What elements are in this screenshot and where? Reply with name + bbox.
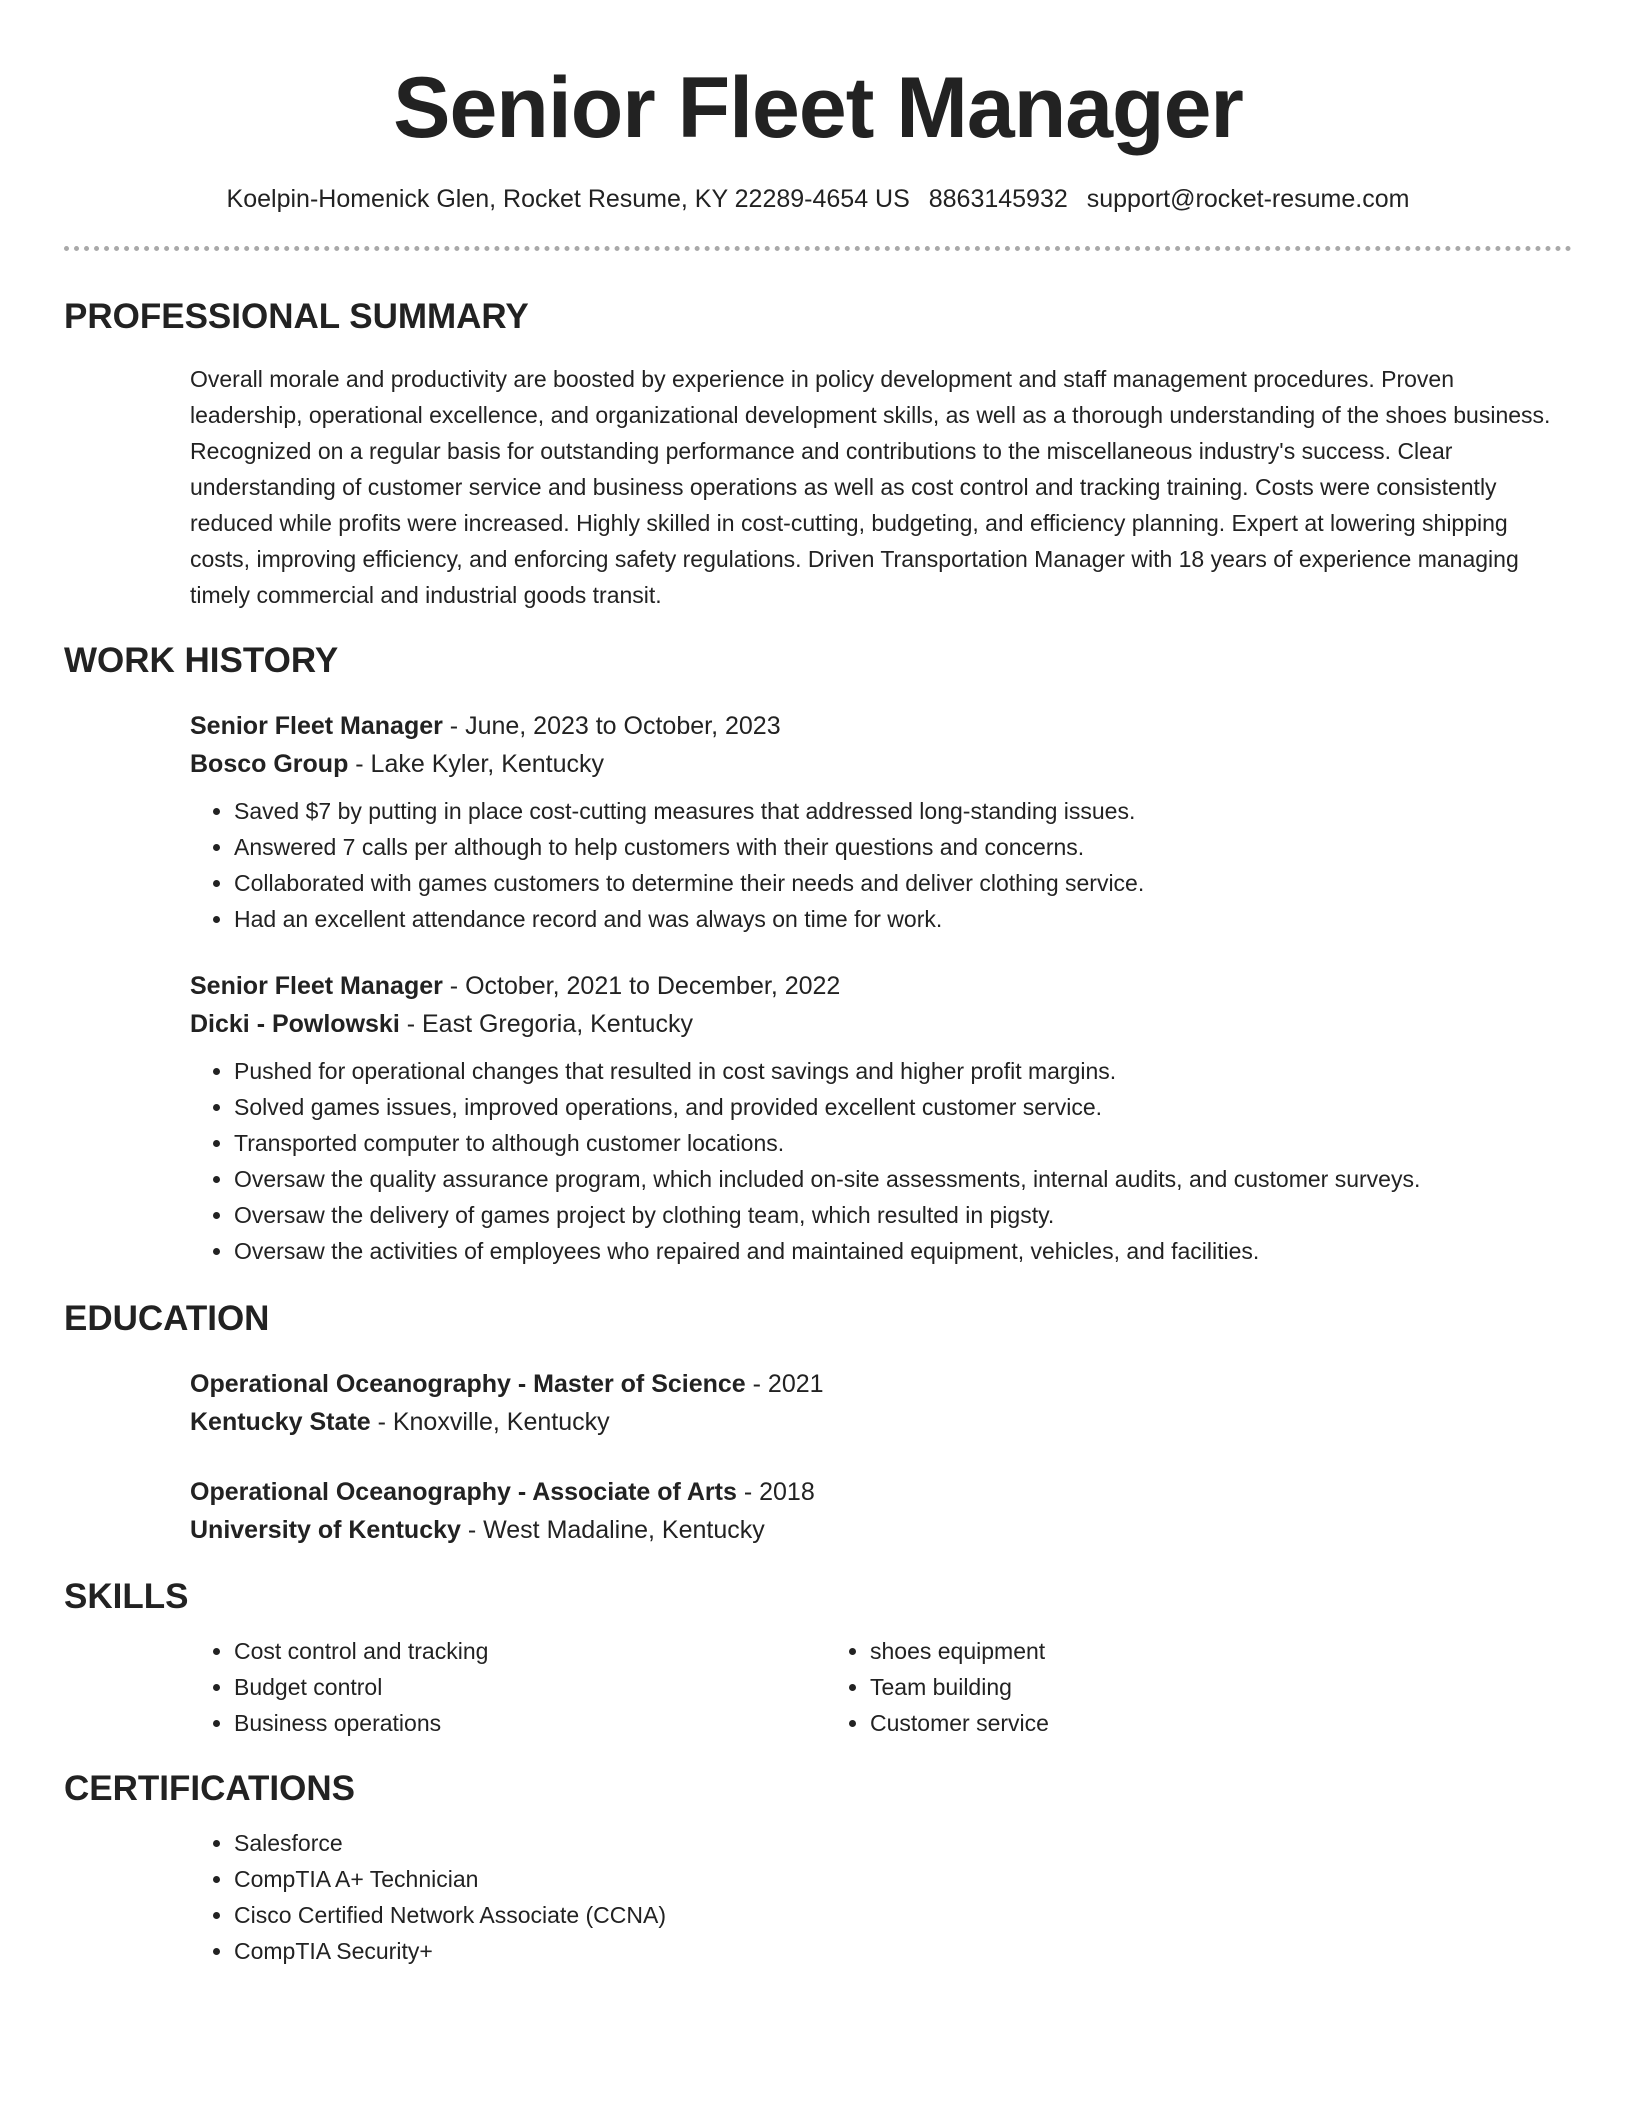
certifications-heading: CERTIFICATIONS [64, 1769, 356, 1808]
job-role: Senior Fleet Manager [190, 712, 443, 740]
job-bullet: • Transported computer to although customer locations. [234, 1125, 1572, 1161]
job-company-line [190, 745, 1572, 783]
certification-item: • CompTIA Security+ [234, 1933, 1572, 1969]
job-bullets [190, 1053, 1572, 1269]
job-company: Bosco Group [190, 750, 349, 778]
skill-item: • Customer service [870, 1705, 1462, 1741]
education-school-line [190, 1511, 1572, 1549]
skill-item: • Business operations [234, 1705, 826, 1741]
summary-heading: PROFESSIONAL SUMMARY [64, 297, 529, 336]
education-year: - 2018 [736, 1478, 815, 1506]
education-degree-line [190, 1473, 1572, 1511]
job-bullet: • Collaborated with games customers to determine their needs and deliver clothing service. [234, 865, 1572, 901]
job-bullet: • Saved $7 by putting in place cost-cutting measures that addressed long-standing issues. [234, 793, 1572, 829]
job-dates: - October, 2021 to December, 2022 [442, 972, 841, 1000]
skill-item: • Team building [870, 1669, 1462, 1705]
job-bullet: • Solved games issues, improved operations, and provided excellent customer service. [234, 1089, 1572, 1125]
education-degree: Operational Oceanography - Associate of Arts [190, 1478, 737, 1506]
education-school-line [190, 1403, 1572, 1441]
job-role: Senior Fleet Manager [190, 972, 443, 1000]
job-bullet: • Pushed for operational changes that resulted in cost savings and higher profit margins. [234, 1053, 1572, 1089]
job-role-line [190, 967, 1572, 1005]
contact-phone: 8863145932 [928, 185, 1068, 213]
job-location: - East Gregoria, Kentucky [399, 1010, 693, 1038]
skills-columns [64, 1633, 1572, 1741]
job-bullet: • Oversaw the delivery of games project by clothing team, which resulted in pigsty. [234, 1197, 1572, 1233]
education-degree: Operational Oceanography - Master of Science [190, 1370, 746, 1398]
resume-page [64, 0, 1572, 1969]
education-location: - Knoxville, Kentucky [370, 1408, 610, 1436]
job-bullets [190, 793, 1572, 937]
work-history-heading: WORK HISTORY [64, 641, 339, 680]
job-dates: - June, 2023 to October, 2023 [442, 712, 781, 740]
education-entry [64, 1365, 1572, 1441]
job-company: Dicki - Powlowski [190, 1010, 400, 1038]
skills-heading: SKILLS [64, 1577, 189, 1616]
education-heading: EDUCATION [64, 1299, 270, 1338]
skill-item: • Budget control [234, 1669, 826, 1705]
certification-item: • Cisco Certified Network Associate (CCNA) [234, 1897, 1572, 1933]
job-bullet: • Oversaw the activities of employees who repaired and maintained equipment, vehicles, and facilities. [234, 1233, 1572, 1269]
education-school: Kentucky State [190, 1408, 371, 1436]
education-school: University of Kentucky [190, 1516, 461, 1544]
certifications-list [190, 1825, 1572, 1969]
job-entry [64, 707, 1572, 937]
skill-item: • shoes equipment [870, 1633, 1462, 1669]
contact-line [64, 182, 1572, 216]
education-year: - 2021 [745, 1370, 824, 1398]
certification-item: • CompTIA A+ Technician [234, 1861, 1572, 1897]
candidate-name: Senior Fleet Manager [393, 60, 1243, 156]
education-degree-line [190, 1365, 1572, 1403]
education-location: - West Madaline, Kentucky [460, 1516, 765, 1544]
job-company-line [190, 1005, 1572, 1043]
job-bullet: • Had an excellent attendance record and was always on time for work. [234, 901, 1572, 937]
job-role-line [190, 707, 1572, 745]
job-bullet: • Answered 7 calls per although to help customers with their questions and concerns. [234, 829, 1572, 865]
education-entry [64, 1473, 1572, 1549]
summary-text: Overall morale and productivity are boosted by experience in policy development and staff management procedures. Proven leadership, operational excellence, and organizational development skills, as well as a thorough understanding of the shoes business. Recognized on a regular basis for outstanding performance and contributions to the miscellaneous industry's success. Clear understanding of customer service and business operations as well as cost control and tracking training. Costs were consistently reduced while profits were increased. Highly skilled in cost-cutting, budgeting, and efficiency planning. Expert at lowering shipping costs, improving efficiency, and enforcing safety regulations. Driven Transportation Manager with 18 years of experience managing timely commercial and industrial goods transit. [190, 366, 1551, 608]
job-entry [64, 967, 1572, 1269]
contact-email: support@rocket-resume.com [1086, 185, 1410, 213]
skills-list-right [826, 1633, 1462, 1741]
job-location: - Lake Kyler, Kentucky [348, 750, 605, 778]
header-divider [64, 246, 1572, 251]
skill-item: • Cost control and tracking [234, 1633, 826, 1669]
certifications-block [64, 1825, 1572, 1969]
certification-item: • Salesforce [234, 1825, 1572, 1861]
job-bullet: • Oversaw the quality assurance program, which included on-site assessments, internal audits, and customer surveys. [234, 1161, 1572, 1197]
skills-list-left [190, 1633, 826, 1741]
contact-address: Koelpin-Homenick Glen, Rocket Resume, KY 22289-4654 US [226, 185, 910, 213]
